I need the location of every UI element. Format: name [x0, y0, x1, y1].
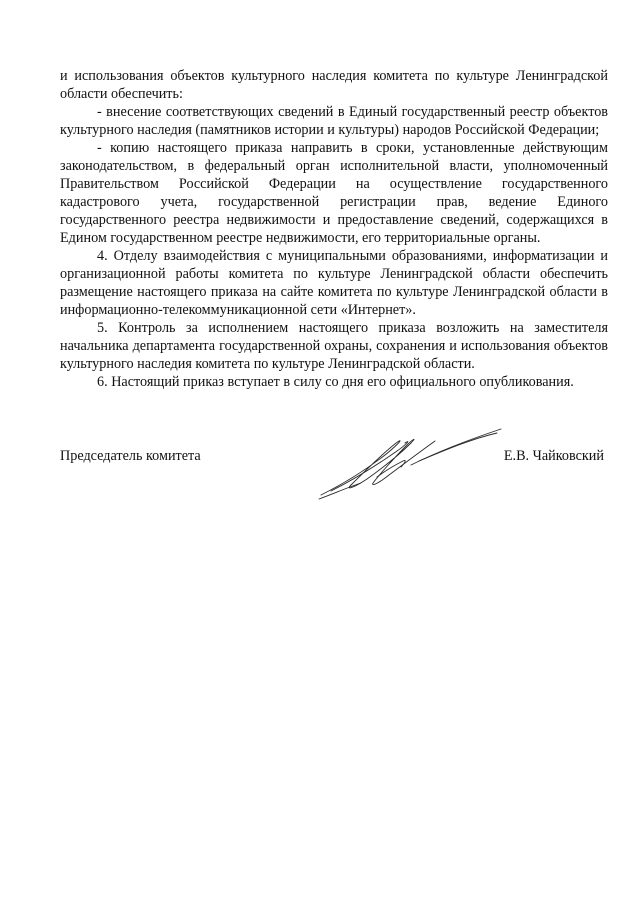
signer-name: Е.В. Чайковский [503, 448, 604, 464]
paragraph-send-copy: - копию настоящего приказа направить в сроки, установленные действующим законодательством, в федеральный орган исполнительной власти, уполномоченный Правительством Российской Федерации на осуществление государственного кадастрового учета, государственной регистрации прав, ведение Единого государственного реестра недвижимости и предоставление сведений, содержащихся в Едином государственном реестре недвижимости, его территориальные органы. [60, 140, 608, 246]
paragraph-registry-entry: - внесение соответствующих сведений в Единый государственный реестр объектов культурного наследия (памятников истории и культуры) народов Российской Федерации; [60, 104, 608, 138]
paragraph-item-6: 6. Настоящий приказ вступает в силу со дня его официального опубликования. [97, 374, 574, 390]
document-body [60, 67, 608, 391]
signature-block [60, 447, 608, 517]
paragraph-item-4: 4. Отделу взаимодействия с муниципальными образованиями, информатизации и организационной работы комитета по культуре Ленинградской области обеспечить размещение настоящего приказа на сайте комитета по культуре Ленинградской области в информационно-телекоммуникационной сети «Интернет». [60, 248, 608, 318]
paragraph-item-5: 5. Контроль за исполнением настоящего приказа возложить на заместителя начальника департамента государственной охраны, сохранения и использования объектов культурного наследия комитета по культуре Ленинградской области. [60, 320, 608, 372]
signer-title: Председатель комитета [60, 448, 201, 464]
paragraph-continuation: и использования объектов культурного наследия комитета по культуре Ленинградской области обеспечить: [60, 68, 608, 102]
handwritten-signature-icon [315, 425, 505, 503]
